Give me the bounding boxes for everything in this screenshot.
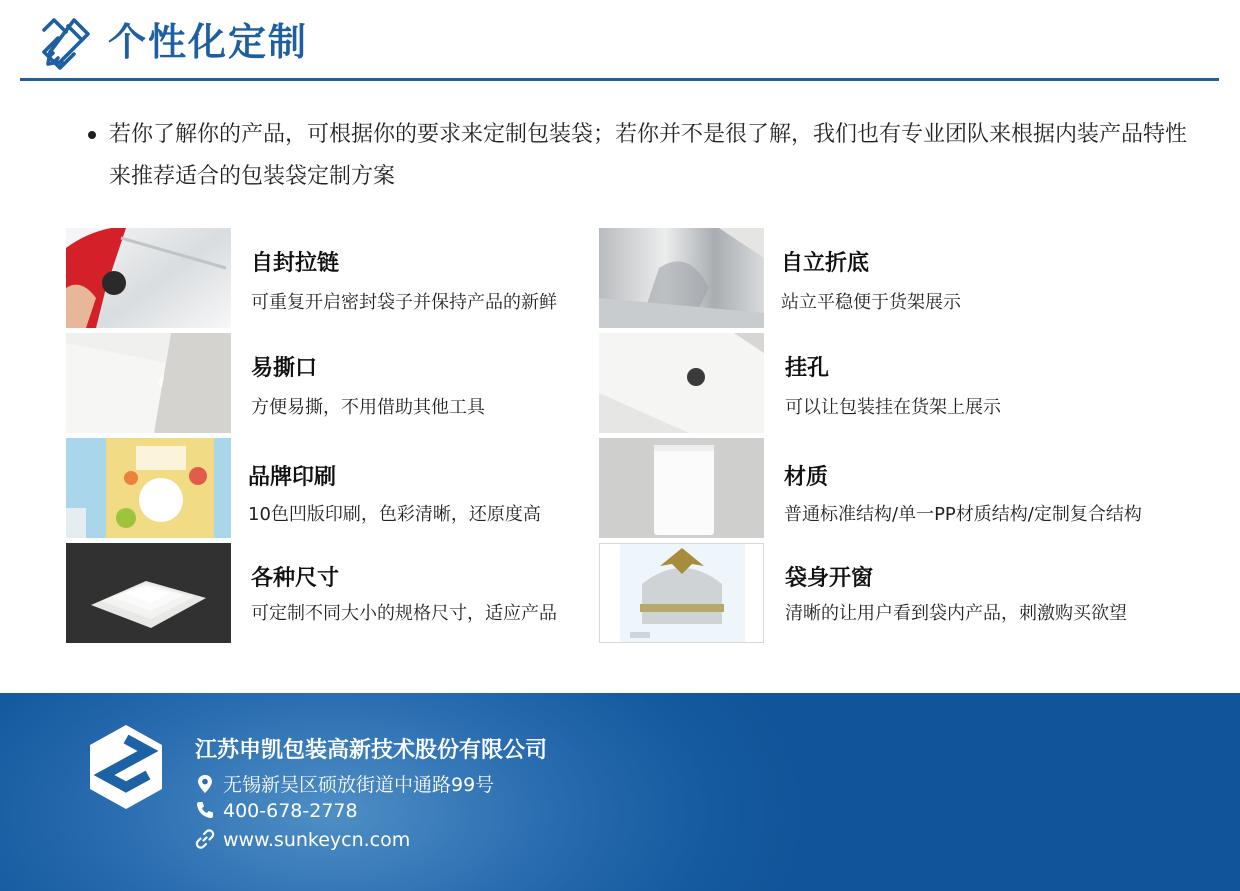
feature-zipper [66,228,596,328]
feature-title: 品牌印刷 [248,465,337,490]
feature-window [599,543,1129,643]
feature-desc: 可重复开启密封袋子并保持产品的新鲜 [251,292,557,313]
company-name: 江苏申凯包装高新技术股份有限公司 [195,738,548,763]
website-line[interactable] [195,829,410,851]
stand-up-bottom-image [599,228,764,328]
phone-text: 400-678-2778 [223,800,358,822]
feature-brand-printing [66,438,596,538]
feature-desc: 10色凹版印刷，色彩清晰，还原度高 [248,504,541,525]
zipper-bag-image [66,228,231,328]
feature-desc: 站立平稳便于货架展示 [781,292,961,313]
feature-sizes [66,543,596,643]
bullet-icon [88,131,96,139]
white-pouch-image [599,438,764,538]
ruler-pencil-icon [38,16,92,70]
company-logo [86,721,166,813]
tear-notch-image [66,333,231,433]
link-icon [195,829,215,849]
feature-desc: 清晰的让用户看到袋内产品，刺激购买欲望 [785,603,1127,624]
intro-paragraph [88,114,1188,198]
feature-stand-up [599,228,1129,328]
hang-hole-image [599,333,764,433]
intro-text: 若你了解你的产品，可根据你的要求来定制包装袋；若你并不是很了解，我们也有专业团队来根据内装产品特性来推荐适合的包装袋定制方案 [109,122,1188,189]
header-divider [20,78,1219,81]
feature-material [599,438,1142,538]
feature-title: 自封拉链 [251,251,340,276]
feature-hang-hole [599,333,1129,433]
feature-title: 各种尺寸 [251,566,340,591]
feature-desc: 可定制不同大小的规格尺寸，适应产品 [251,603,557,624]
feature-title: 挂孔 [785,356,830,381]
phone-line [195,800,358,822]
feature-tear-notch [66,333,596,433]
company-footer [0,693,1240,891]
website-link[interactable]: www.sunkeycn.com [223,829,411,851]
location-pin-icon [195,774,215,794]
feature-desc: 方便易撕，不用借助其他工具 [251,397,485,418]
address-text: 无锡新吴区硕放街道中通路99号 [223,774,495,796]
phone-icon [195,800,215,820]
feature-title: 袋身开窗 [785,566,874,591]
printed-pouch-image [66,438,231,538]
page-header [0,0,1240,82]
feature-title: 材质 [784,465,829,490]
feature-title: 易撕口 [251,356,318,381]
feature-desc: 普通标准结构/单一PP材质结构/定制复合结构 [784,504,1142,525]
page-title: 个性化定制 [108,20,309,64]
feature-desc: 可以让包装挂在货架上展示 [785,397,1001,418]
window-pouch-image [599,543,764,643]
feature-title: 自立折底 [781,251,870,276]
address-line [195,770,494,797]
stacked-bags-image [66,543,231,643]
